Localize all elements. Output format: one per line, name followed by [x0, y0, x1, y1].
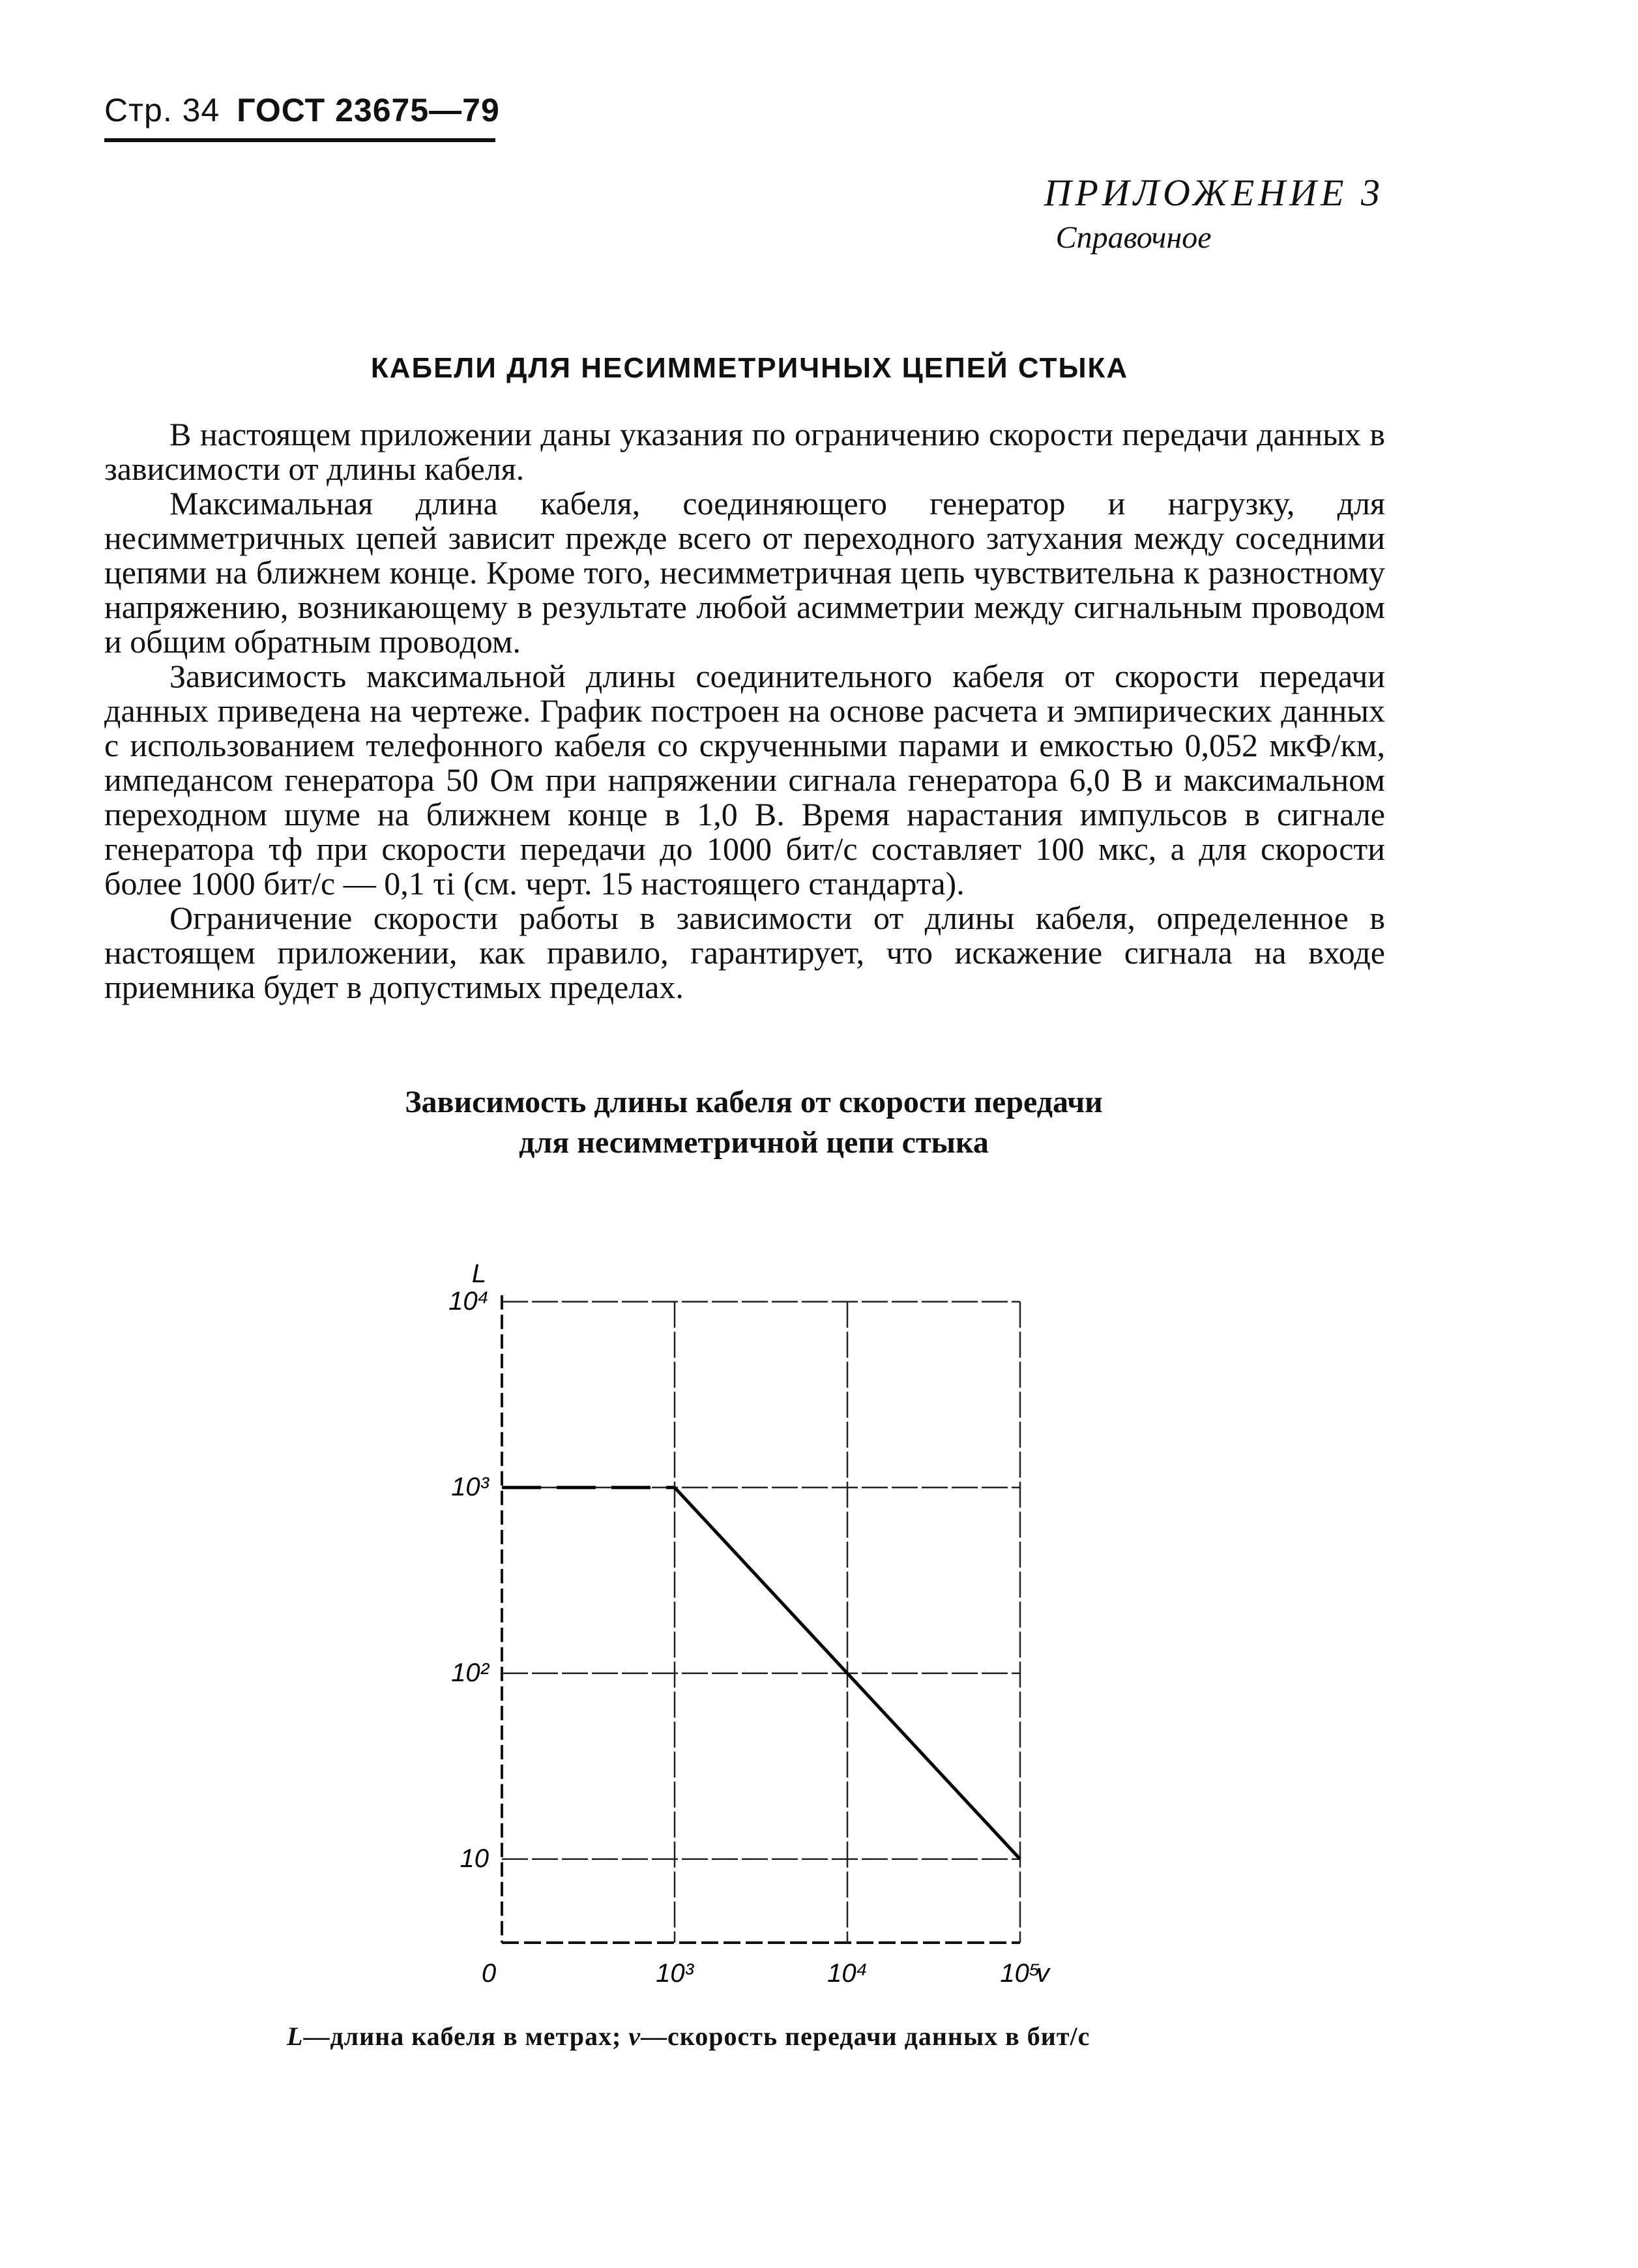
figure-caption [0, 1082, 1508, 1163]
legend-L-text: —длина кабеля в метрах; [303, 2022, 629, 2051]
paragraph: В настоящем приложении даны указания по ограничению скорости передачи данных в зависимости от длины кабеля. [104, 416, 1385, 487]
paragraph: Ограничение скорости работы в зависимости от длины кабеля, определенное в настоящем приложении, как правило, гарантирует, что искажение сигнала на входе приемника будет в допустимых пределах. [104, 900, 1385, 1005]
appendix-title: ПРИЛОЖЕНИЕ 3 [1044, 171, 1384, 214]
figure-legend [287, 2021, 1090, 2052]
x-tick-label: 10³ [656, 1959, 694, 1988]
x-tick-label: 10⁵ [1000, 1959, 1040, 1988]
paragraph: Максимальная длина кабеля, соединяющего генератор и нагрузку, для несимметричных цепей зависит прежде всего от переходного затухания между соседними цепями на ближнем конце. Кроме того, несимметричная цепь чувствительна к разностному напряжению, возникающему в результате любой асимметрии между сигнальным проводом и общим обратным проводом. [104, 485, 1385, 660]
x-axis-label: v [1036, 1959, 1049, 1988]
page-header [104, 91, 500, 129]
page-number: Стр. 34 [104, 92, 220, 128]
header-rule [104, 138, 495, 142]
cable-length-chart [417, 1206, 1069, 1988]
y-tick-label: 10 [460, 1844, 489, 1873]
figure-caption-line2: для несимметричной цепи стыка [519, 1125, 989, 1160]
y-tick-label: 10³ [451, 1472, 489, 1501]
legend-L-symbol: L [287, 2022, 304, 2051]
section-title: КАБЕЛИ ДЛЯ НЕСИММЕТРИЧНЫХ ЦЕПЕЙ СТЫКА [370, 352, 1129, 384]
standard-id: ГОСТ 23675—79 [237, 92, 500, 128]
paragraph: Зависимость максимальной длины соединительного кабеля от скорости передачи данных приведена на чертеже. График построен на основе расчета и эмпирических данных с использованием телефонного кабеля со скрученными парами и емкостью 0,052 мкФ/км, импедансом генератора 50 Ом при напряжении сигнала генератора 6,0 В и максимальном переходном шуме на ближнем конце в 1,0 В. Время нарастания импульсов в сигнале генератора τф при скорости передачи до 1000 бит/с составляет 100 мкс, а для скорости более 1000 бит/с — 0,1 τi (см. черт. 15 настоящего стандарта). [104, 658, 1385, 902]
x-tick-label: 0 [481, 1959, 497, 1988]
x-tick-label: 10⁴ [827, 1959, 868, 1988]
legend-v-text: —скорость передачи данных в бит/с [641, 2022, 1090, 2051]
figure-caption-line1: Зависимость длины кабеля от скорости передачи [405, 1085, 1103, 1119]
legend-v-symbol: v [628, 2022, 641, 2051]
appendix-subtitle: Справочное [1055, 220, 1212, 255]
y-axis-label: L [471, 1259, 487, 1288]
y-tick-label: 10² [451, 1658, 489, 1687]
body-text [104, 417, 1385, 1005]
y-tick-label: 10⁴ [448, 1286, 489, 1316]
appendix-label [1044, 171, 1384, 256]
